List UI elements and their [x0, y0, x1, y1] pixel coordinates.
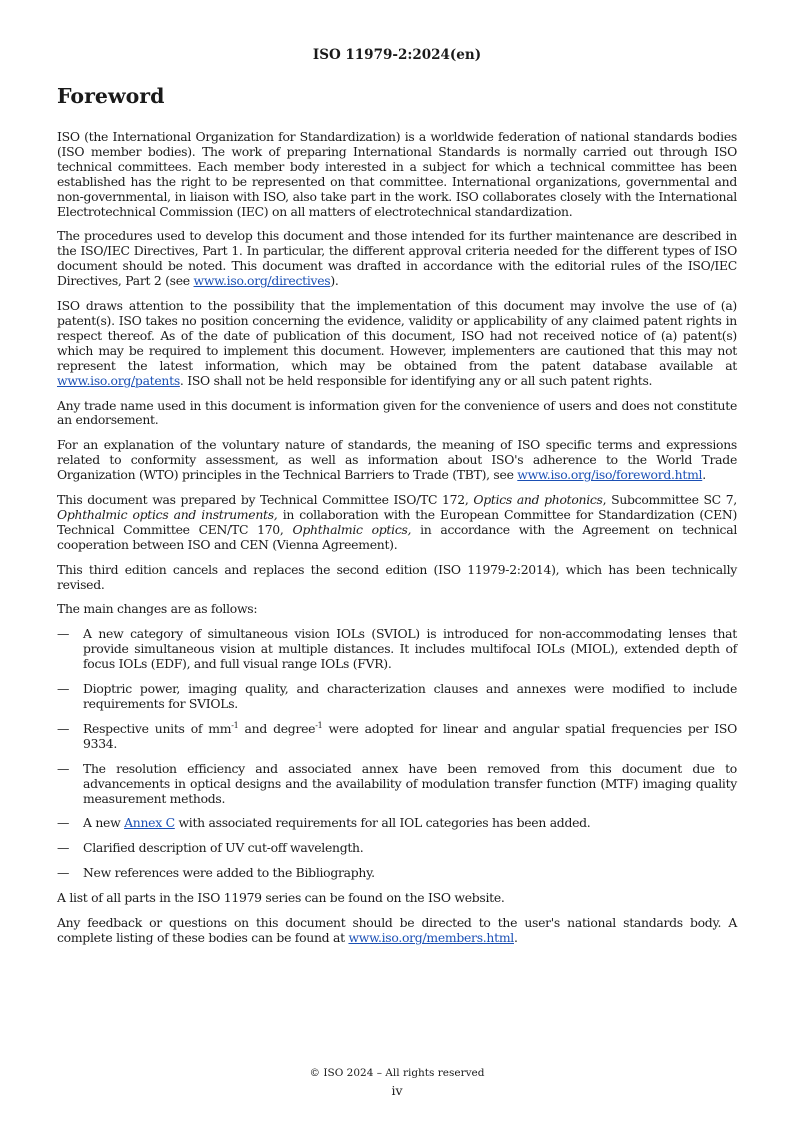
foreword-link[interactable]: www.iso.org/iso/foreword.html [517, 467, 703, 483]
patents-link[interactable]: www.iso.org/patents [57, 372, 180, 388]
changes-list [57, 627, 737, 881]
list-item: — A new category of simultaneous vision IOLs (SVIOL) is introduced for non-accommodating lenses that provide simultaneous vision at multiple distances. It includes multifocal IOLs (MIOL), extended depth of focus IOLs (EDF), and full visual range IOLs (FVR). [57, 626, 737, 672]
paragraph-trade-name: Any trade name used in this document is information given for the convenience of users and does not constitute an endorsement. [57, 397, 737, 428]
list-item: — Respective units of $mm^{-1}$ and degree$^{-1}$ were adopted for linear and angular spatial frequencies per ISO 9334. [57, 720, 737, 751]
document-page [57, 0, 737, 1122]
page-title: Foreword [57, 84, 165, 108]
list-item: — A new Annex C with associated requirements for all IOL categories has been added. [57, 815, 591, 831]
list-item: — Clarified description of UV cut-off wavelength. [57, 840, 364, 856]
annex-c-link[interactable]: Annex C [124, 815, 175, 831]
paragraph-patents: ISO draws attention to the possibility that the implementation of this document may involve the use of (a) patent(s). ISO takes no position concerning the evidence, validity or applicability of any claimed patent rights in respect thereof. As of the date of publication of this document, ISO had not received notice of (a) patent(s) which may be required to implement this document. However, implementers are cautioned that this may not represent the latest information, which may be obtained from the patent database available at www.iso.org/patents. ISO shall not be held responsible for identifying any or all such patent rights. [57, 298, 737, 388]
paragraph-iso-intro: ISO (the International Organization for Standardization) is a worldwide federation of national standards bodies (ISO member bodies). The work of preparing International Standards is normally carried out through ISO technical committees. Each member body interested in a subject for which a technical committee has been established has the right to be represented on that committee. International organizations, governmental and non-governmental, in liaison with ISO, also take part in the work. ISO collaborates closely with the International Electrotechnical Commission (IEC) on all matters of electrotechnical standardization. [57, 129, 737, 219]
paragraph-procedures: The procedures used to develop this document and those intended for its further maintenance are described in the ISO/IEC Directives, Part 1. In particular, the different approval criteria needed for the different types of ISO document should be noted. This document was drafted in accordance with the editorial rules of the ISO/IEC Directives, Part 2 (see www.iso.org/directives). [57, 228, 737, 289]
members-link[interactable]: www.iso.org/members.html [348, 929, 514, 945]
paragraph-feedback: Any feedback or questions on this document should be directed to the user's national standards body. A complete listing of these bodies can be found at www.iso.org/members.html. [57, 915, 737, 945]
copyright-footer: © ISO 2024 – All rights reserved [309, 1067, 485, 1079]
document-id-header: ISO 11979-2:2024(en) [312, 47, 482, 63]
foreword-body [57, 130, 737, 956]
paragraph-series-parts: A list of all parts in the ISO 11979 series can be found on the ISO website. [57, 890, 505, 906]
directives-link[interactable]: www.iso.org/directives [193, 273, 331, 289]
paragraph-main-changes-intro: The main changes are as follows: [57, 601, 258, 617]
paragraph-edition: This third edition cancels and replaces the second edition (ISO 11979-2:2014), which has been technically revised. [57, 561, 737, 592]
paragraph-voluntary-nature: For an explanation of the voluntary nature of standards, the meaning of ISO specific terms and expressions related to conformity assessment, as well as information about ISO's adherence to the World Trade Organization (WTO) principles in the Technical Barriers to Trade (TBT), see www.iso.org/iso/foreword.html. [57, 437, 737, 483]
page-number: iv [391, 1083, 403, 1098]
list-item: — The resolution efficiency and associated annex have been removed from this document due to advancements in optical designs and the availability of modulation transfer function (MTF) imaging quality measurement methods. [57, 760, 737, 806]
list-item: — New references were added to the Bibliography. [57, 865, 375, 881]
list-item: — Dioptric power, imaging quality, and characterization clauses and annexes were modified to include requirements for SVIOLs. [57, 681, 737, 711]
paragraph-committee: This document was prepared by Technical Committee ISO/TC 172, Optics and photonics, Subcommittee SC 7, Ophthalmic optics and instruments, in collaboration with the European Committee for Standardization (CEN) Technical Committee CEN/TC 170, Ophthalmic optics, in accordance with the Agreement on technical cooperation between ISO and CEN (Vienna Agreement). [57, 492, 738, 552]
